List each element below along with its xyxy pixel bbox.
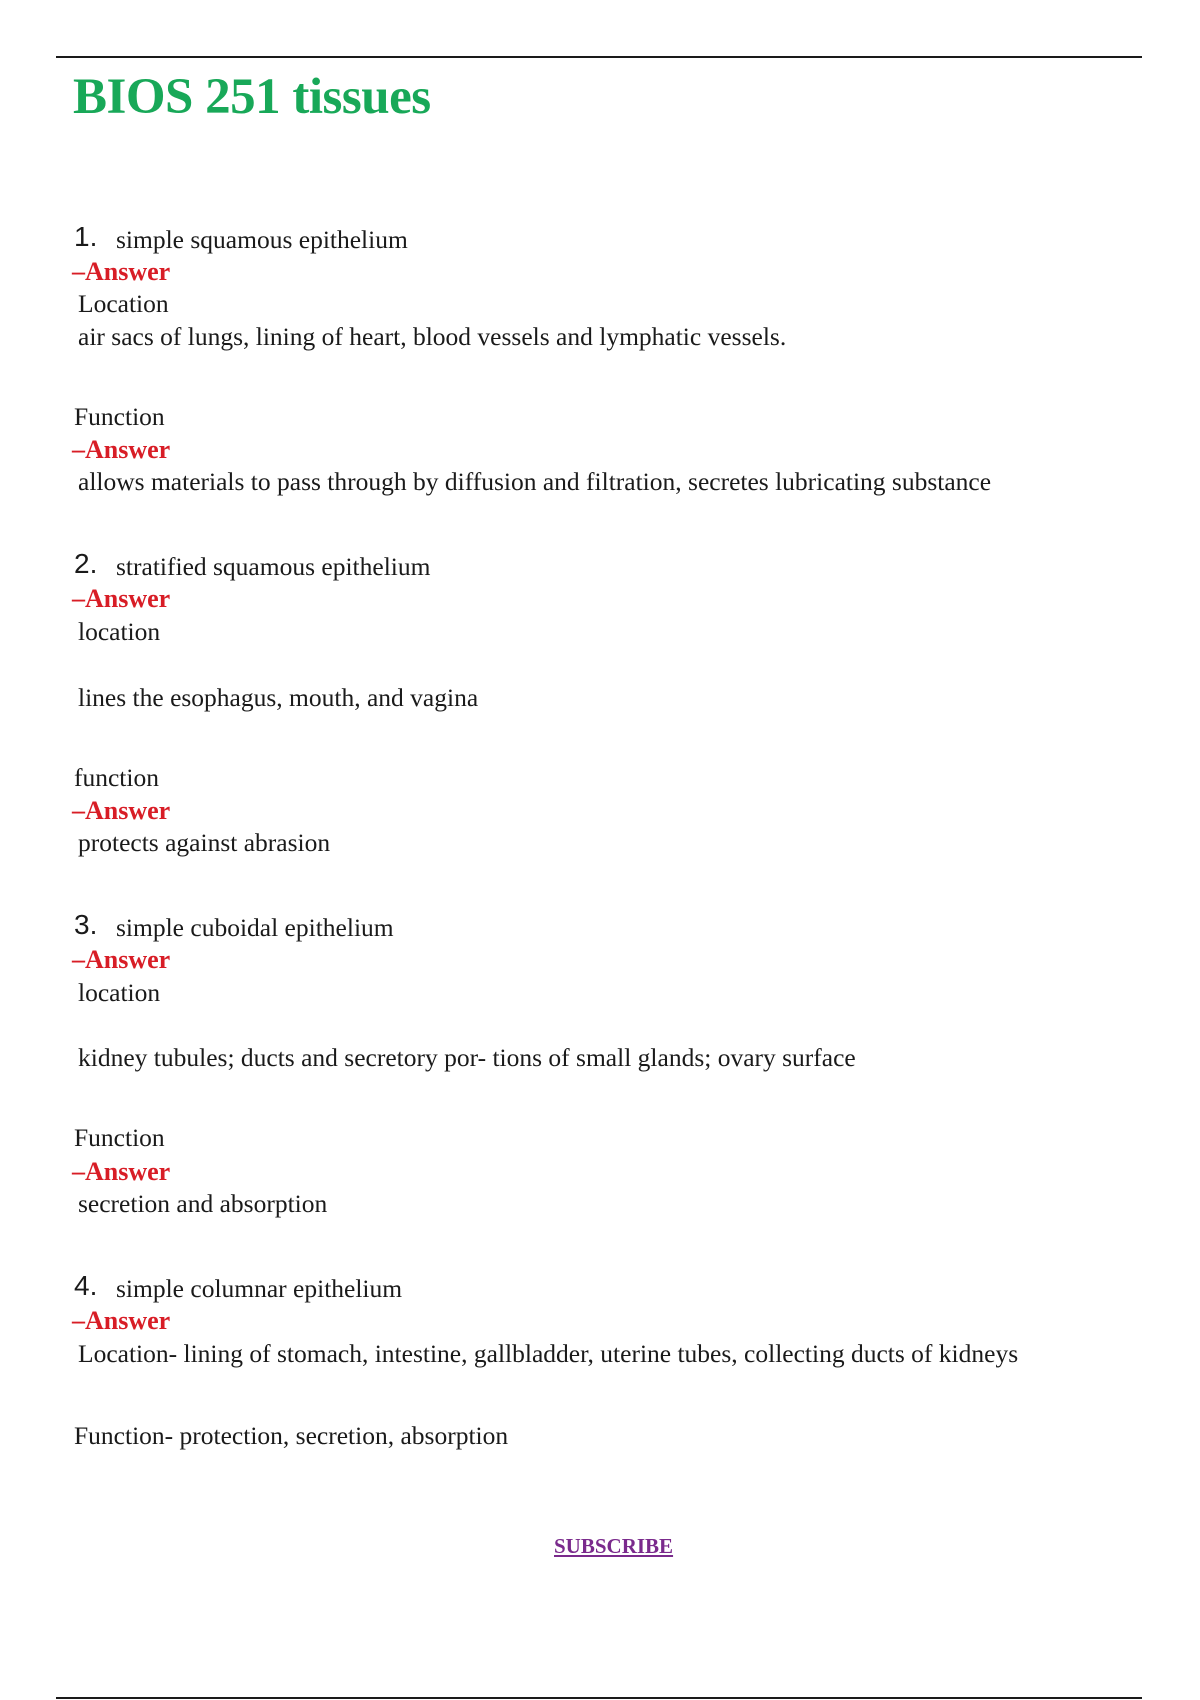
page-title: BIOS 251 tissues (73, 69, 431, 125)
question-number: 4. (74, 1270, 98, 1301)
function-text: protects against abrasion (78, 828, 331, 857)
answer-label: –Answer (72, 1306, 171, 1335)
answer-label: –Answer (72, 945, 171, 974)
answer-label: –Answer (72, 1157, 171, 1186)
answer-label: –Answer (72, 584, 171, 613)
location-text: kidney tubules; ducts and secretory por- tions of small glands; ovary surface (78, 1043, 856, 1072)
function-heading: Function (74, 402, 165, 431)
answer-label: –Answer (72, 796, 171, 825)
location-heading: location (78, 978, 161, 1007)
location-text: lines the esophagus, mouth, and vagina (78, 683, 479, 712)
location-text: Location- lining of stomach, intestine, gallbladder, uterine tubes, collecting ducts of kidneys (78, 1339, 1019, 1368)
function-text: Function- protection, secretion, absorption (74, 1421, 509, 1450)
question-term: stratified squamous epithelium (116, 552, 431, 581)
function-text: allows materials to pass through by diffusion and filtration, secretes lubricating substance (78, 467, 992, 496)
question-number: 1. (74, 221, 98, 252)
answer-label: –Answer (72, 435, 171, 464)
location-heading: location (78, 617, 161, 646)
question-term: simple squamous epithelium (116, 225, 408, 254)
question-term: simple columnar epithelium (116, 1274, 403, 1303)
question-term: simple cuboidal epithelium (116, 913, 394, 942)
function-heading: Function (74, 1123, 165, 1152)
answer-label: –Answer (72, 257, 171, 286)
location-heading: Location (78, 289, 169, 318)
subscribe-link[interactable]: SUBSCRIBE (554, 1534, 674, 1558)
bottom-divider (56, 1697, 1142, 1699)
question-number: 2. (74, 548, 98, 579)
location-text: air sacs of lungs, lining of heart, blood vessels and lymphatic vessels. (78, 322, 787, 351)
question-number: 3. (74, 909, 98, 940)
top-divider (56, 56, 1142, 58)
function-heading: function (74, 763, 159, 792)
function-text: secretion and absorption (78, 1189, 328, 1218)
